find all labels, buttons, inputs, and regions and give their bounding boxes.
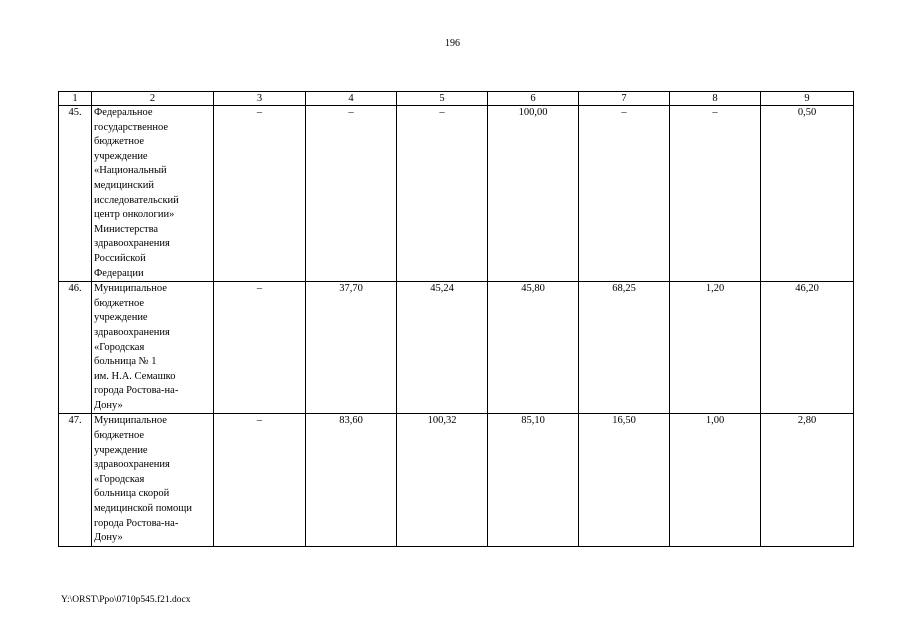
table-cell: 68,25 bbox=[579, 282, 670, 414]
institution-name: Федеральное государственное бюджетное учреждение «Национальный медицинский исследовательский центр онкологии» Министерства здравоохранения Российской Федерации bbox=[92, 106, 214, 282]
table-cell: – bbox=[306, 106, 397, 282]
table-cell: 37,70 bbox=[306, 282, 397, 414]
column-header: 8 bbox=[670, 92, 761, 106]
row-number: 45. bbox=[59, 106, 92, 282]
table-cell: 85,10 bbox=[488, 414, 579, 546]
institution-name: Муниципальное бюджетное учреждение здравоохранения «Городская больница скорой медицинской помощи города Ростова-на- Дону» bbox=[92, 414, 214, 546]
data-table bbox=[58, 91, 854, 547]
column-header: 2 bbox=[92, 92, 214, 106]
header-row bbox=[59, 92, 854, 106]
table-cell: – bbox=[579, 106, 670, 282]
table-cell: – bbox=[214, 106, 306, 282]
table-cell: 45,80 bbox=[488, 282, 579, 414]
table-cell: – bbox=[670, 106, 761, 282]
column-header: 1 bbox=[59, 92, 92, 106]
table-cell: 2,80 bbox=[761, 414, 854, 546]
table-cell: 46,20 bbox=[761, 282, 854, 414]
table-row bbox=[59, 282, 854, 414]
column-header: 5 bbox=[397, 92, 488, 106]
table-cell: 1,00 bbox=[670, 414, 761, 546]
file-path-footer: Y:\ORST\Ppo\0710p545.f21.docx bbox=[61, 595, 191, 605]
page-number: 196 bbox=[445, 38, 460, 49]
table-cell: 0,50 bbox=[761, 106, 854, 282]
row-number: 46. bbox=[59, 282, 92, 414]
row-number: 47. bbox=[59, 414, 92, 546]
column-header: 7 bbox=[579, 92, 670, 106]
table-cell: 45,24 bbox=[397, 282, 488, 414]
table-cell: 83,60 bbox=[306, 414, 397, 546]
column-header: 4 bbox=[306, 92, 397, 106]
table-row bbox=[59, 414, 854, 546]
column-header: 6 bbox=[488, 92, 579, 106]
table-cell: 100,32 bbox=[397, 414, 488, 546]
table-row bbox=[59, 106, 854, 282]
table-cell: – bbox=[214, 414, 306, 546]
table-cell: – bbox=[214, 282, 306, 414]
institution-name: Муниципальное бюджетное учреждение здравоохранения «Городская больница № 1 им. Н.А. Семашко города Ростова-на- Дону» bbox=[92, 282, 214, 414]
table-cell: 16,50 bbox=[579, 414, 670, 546]
table-cell: 1,20 bbox=[670, 282, 761, 414]
column-header: 3 bbox=[214, 92, 306, 106]
table-cell: – bbox=[397, 106, 488, 282]
table-cell: 100,00 bbox=[488, 106, 579, 282]
column-header: 9 bbox=[761, 92, 854, 106]
